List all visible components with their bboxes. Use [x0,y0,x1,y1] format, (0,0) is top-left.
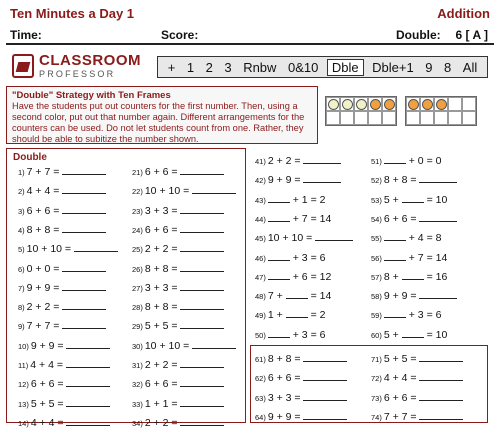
counter-dot [328,99,339,110]
problem [255,353,347,365]
answer-blank[interactable] [180,406,224,407]
intro-heading: "Double" Strategy with Ten Frames [12,90,171,101]
problem [132,320,224,332]
problem-expression: 9 + 9 = [383,290,420,303]
classroom-professor-logo [12,52,147,82]
answer-blank[interactable] [66,425,110,426]
ten-frame-cell [354,97,368,111]
problem-expression: = 10 [423,328,448,341]
problem [132,378,224,390]
ten-frame-cell [382,111,396,125]
problem [18,185,106,197]
problem [371,309,441,321]
problem-number: 49) [255,311,266,321]
logo-word: CLASSROOM [39,52,141,69]
problem [18,166,106,178]
strategy-option[interactable]: Rnbw [243,59,277,75]
problem-number: 13) [18,399,29,409]
problem [255,309,325,321]
ten-frame [325,96,397,126]
problem-expression: 9 + 9 = [267,174,304,187]
problem-number: 50) [255,330,266,340]
problem [132,417,224,429]
answer-blank[interactable] [180,386,224,387]
ten-frame-cell [340,97,354,111]
answer-blank[interactable] [303,361,347,362]
answer-blank[interactable] [180,290,224,291]
problem-number: 25) [132,245,143,255]
answer-blank[interactable] [419,221,457,222]
counter-dot [342,99,353,110]
problem-expression: 9 + 9 = [30,339,67,352]
strategy-option[interactable]: 3 [224,59,232,75]
problem-expression: 8 + 8 = [144,262,181,275]
problem-number: 14) [18,418,29,428]
problem [255,329,325,341]
answer-blank[interactable] [268,202,290,203]
problem [18,340,110,352]
answer-blank[interactable] [303,380,347,381]
strategy-option[interactable]: Dble+1 [372,59,414,75]
problem-expression: + 0 = 0 [405,155,442,167]
counter-dot [356,99,367,110]
problem [255,194,325,206]
answer-blank[interactable] [303,400,347,401]
answer-blank[interactable] [419,298,457,299]
ten-frame-cell [434,97,448,111]
answer-blank[interactable] [66,367,110,368]
answer-blank[interactable] [419,419,463,420]
problem-number: 73) [371,393,382,403]
problem-number: 72) [371,374,382,384]
problem-number: 26) [132,264,143,274]
problem-expression: 6 + 6 = [144,166,181,178]
info-row [6,25,494,45]
worksheet-title: Ten Minutes a Day 1 [10,6,135,21]
problem-expression: 2 + 2 = [144,243,181,256]
strategy-option[interactable]: All [462,59,478,75]
problem-expression: 6 + 6 = [267,372,304,385]
answer-blank[interactable] [303,419,347,420]
problem-expression: 5 + 5 = [30,397,67,410]
problem-expression: 4 + 4 = [383,372,420,385]
strategy-option[interactable]: 1 [186,59,195,75]
problem-number: 44) [255,214,266,224]
answer-blank[interactable] [268,337,290,338]
problem [255,392,347,404]
answer-blank[interactable] [286,298,308,299]
strategy-option[interactable]: 2 [205,59,213,75]
problem [255,271,331,283]
problem-expression: = 2 [307,309,326,322]
problem-number: 74) [371,412,382,422]
ten-frame-cell [434,111,448,125]
answer-blank[interactable] [419,400,463,401]
answer-blank[interactable] [286,317,308,318]
problem-expression: 5 + 5 = [144,320,181,333]
ten-frame-cell [326,111,340,125]
problem-expression: 2 + 2 = [144,416,181,429]
answer-blank[interactable] [384,163,406,164]
answer-blank[interactable] [180,232,224,233]
problem-expression: + 3 = 6 [405,309,442,322]
answer-blank[interactable] [192,348,236,349]
problem-number: 54) [371,214,382,224]
problem-expression: 8 + 8 = [144,301,181,314]
problem [371,353,463,365]
problem [18,205,106,217]
answer-blank[interactable] [66,348,110,349]
answer-blank[interactable] [62,271,106,272]
ten-frame-cell [368,111,382,125]
problem-expression: 5 + 5 = [383,353,420,365]
problem-number: 60) [371,330,382,340]
problem-number: 63) [255,393,266,403]
problem [132,398,224,410]
problem-number: 27) [132,283,143,293]
problem-number: 71) [371,355,382,364]
problem-expression: + 6 = 12 [289,270,332,283]
problem-number: 2) [18,187,25,197]
section-title: Double [13,152,47,163]
problem-expression: 8 + 8 = [26,223,63,236]
problem-number: 34) [132,418,143,428]
problem-number: 48) [255,292,266,302]
answer-blank[interactable] [180,174,224,175]
score-label: Score: [161,28,199,42]
problem-expression: 6 + 6 = [383,212,420,225]
problem-expression: + 1 = 2 [289,193,326,206]
problem [371,271,447,283]
strategy-option[interactable]: Dble [327,59,364,76]
problem-expression: 3 + 3 = [144,204,181,217]
answer-blank[interactable] [62,328,106,329]
answer-blank[interactable] [180,425,224,426]
counter-dot [384,99,395,110]
answer-blank[interactable] [303,182,341,183]
ten-frame-cell [420,111,434,125]
problem-number: 58) [371,292,382,302]
problem [18,224,106,236]
strategy-option[interactable]: + [167,59,176,75]
problem [132,359,224,371]
ten-frame-cell [448,97,462,111]
ten-frame-cell [340,111,354,125]
answer-blank[interactable] [303,163,341,164]
ten-frame-cell [406,111,420,125]
problem [255,411,347,423]
problem-expression: 7 + 7 = [26,320,63,333]
strategy-bar [157,56,488,78]
answer-blank[interactable] [62,193,106,194]
problem-expression: 6 + 6 = [26,204,63,217]
problem [371,155,441,167]
answer-blank[interactable] [402,202,424,203]
problem [371,174,457,186]
problem-number: 56) [371,253,382,263]
problem [132,282,224,294]
problem-expression: 4 + 4 = [26,185,63,198]
problem-number: 9) [18,322,25,332]
problem-number: 47) [255,272,266,282]
problem-number: 46) [255,253,266,263]
problem [18,398,110,410]
problem-expression: + 3 = 6 [289,328,326,341]
ten-frame-cell [382,97,396,111]
ten-frame-cell [462,111,476,125]
answer-blank[interactable] [66,386,110,387]
strategy-option[interactable]: 0&10 [287,59,319,75]
answer-blank[interactable] [66,406,110,407]
answer-blank[interactable] [268,279,290,280]
counter-dot [436,99,447,110]
problem-expression: 6 + 6 = [144,378,181,391]
problem-expression: 5 + [383,193,402,206]
ten-frame-cell [368,97,382,111]
problem-expression: 2 + 2 = [26,301,63,314]
problem-number: 28) [132,303,143,313]
problem [371,232,441,244]
problem-number: 21) [132,168,143,177]
problem-number: 12) [18,380,29,390]
problem-expression: = 14 [307,290,332,303]
ten-frame-cell [406,97,420,111]
problem [371,411,463,423]
answer-blank[interactable] [419,182,457,183]
answer-blank[interactable] [62,290,106,291]
problem-number: 45) [255,234,266,244]
problem-number: 8) [18,303,25,313]
ten-frame-cell [448,111,462,125]
problem [371,329,447,341]
problem-number: 41) [255,157,266,166]
problem-expression: + 7 = 14 [289,212,332,225]
problem-number: 62) [255,374,266,384]
problem-expression: 3 + 3 = [144,281,181,294]
problem-number: 4) [18,225,25,235]
time-label: Time: [10,28,42,42]
problem-number: 30) [132,341,143,351]
answer-blank[interactable] [180,271,224,272]
problem [132,205,224,217]
problem-expression: 10 + 10 = [144,339,193,352]
double-label: Double: [396,28,441,42]
answer-blank[interactable] [62,174,106,175]
answer-blank[interactable] [180,367,224,368]
problem-expression: 6 + 6 = [383,391,420,404]
problem [18,263,106,275]
logo-subword: PROFESSOR [39,69,116,79]
problem [255,213,331,225]
problem [132,301,224,313]
ten-frame-cell [462,97,476,111]
problem-expression: 3 + 3 = [267,391,304,404]
answer-blank[interactable] [62,232,106,233]
problem [371,372,463,384]
worksheet-topic: Addition [437,6,490,21]
answer-blank[interactable] [419,380,463,381]
ten-frame-cell [326,97,340,111]
answer-blank[interactable] [74,251,118,252]
answer-blank[interactable] [180,251,224,252]
counter-dot [408,99,419,110]
problem-number: 32) [132,380,143,390]
problem-number: 31) [132,361,143,370]
answer-blank[interactable] [315,240,353,241]
problem-number: 43) [255,195,266,205]
ten-frame-cell [420,97,434,111]
problem-expression: 8 + 8 = [267,353,304,365]
problem-number: 64) [255,412,266,422]
problem [18,359,110,371]
problem [371,392,463,404]
problem [255,252,325,264]
title-row [6,4,494,22]
answer-blank[interactable] [268,221,290,222]
problem-number: 29) [132,322,143,332]
problem-number: 61) [255,355,266,364]
strategy-option[interactable]: 9 [425,59,433,75]
problem-number: 57) [371,272,382,282]
problem-number: 5) [18,245,25,255]
problem [255,372,347,384]
problem-expression: 9 + 9 = [26,281,63,294]
problem [18,378,110,390]
problem-expression: 7 + 7 = [26,166,63,178]
problem [371,252,447,264]
strategy-intro-box [6,86,318,144]
answer-blank[interactable] [402,279,424,280]
answer-blank[interactable] [180,328,224,329]
problem-number: 33) [132,399,143,409]
answer-blank[interactable] [180,309,224,310]
problem-number: 3) [18,206,25,216]
worksheet-code: 6 [ A ] [455,28,488,42]
problem [371,194,447,206]
problem-expression: 9 + 9 = [267,410,304,423]
answer-blank[interactable] [384,240,406,241]
problem-expression: 0 + 0 = [26,262,63,275]
problem-expression: 5 + [383,328,402,341]
problem [132,243,224,255]
problem [371,290,457,302]
answer-blank[interactable] [384,317,406,318]
problem [255,155,341,167]
answer-blank[interactable] [180,213,224,214]
problem-expression: + 4 = 8 [405,232,442,245]
ten-frame-cell [354,111,368,125]
problem-expression: + 7 = 14 [405,251,448,264]
problem [18,320,106,332]
problem-expression: 8 + [383,270,402,283]
logo-icon [12,54,34,78]
problem [18,243,118,255]
answer-blank[interactable] [62,309,106,310]
problem [132,263,224,275]
problem-expression: 1 + [267,309,286,322]
strategy-option[interactable]: 8 [444,59,452,75]
problem [255,290,331,302]
answer-blank[interactable] [402,337,424,338]
problem-number: 59) [371,311,382,321]
answer-blank[interactable] [62,213,106,214]
problem-expression: 4 + 4 = [30,359,66,371]
problem [255,174,341,186]
problem-expression: 2 + 2 = [267,155,304,167]
problem-expression: 10 + 10 = [144,185,193,198]
problem-number: 23) [132,206,143,216]
problem-expression: 6 + 6 = [144,223,181,236]
problem-number: 1) [18,168,25,177]
problem [132,185,236,197]
problem-number: 42) [255,176,266,186]
problem-number: 10) [18,341,29,351]
problem-expression: = 10 [423,193,448,206]
problem-expression: 10 + 10 = [26,243,74,256]
problem-expression: 2 + 2 = [144,359,181,371]
counter-dot [370,99,381,110]
problem [132,224,224,236]
problem [18,301,106,313]
problem-expression: 7 + 7 = [383,410,420,423]
problem-expression: + 3 = 6 [289,251,326,264]
problem-number: 7) [18,283,25,293]
answer-blank[interactable] [192,193,236,194]
problem-expression: 10 + 10 = [267,232,316,245]
problem-expression: 1 + 1 = [144,397,181,410]
problem-expression: 8 + 8 = [383,174,420,187]
problem-number: 6) [18,264,25,274]
problem-expression: = 16 [423,270,448,283]
problem-expression: 7 + [267,290,286,303]
problem [132,340,236,352]
problem [132,166,224,178]
ten-frames [325,96,477,126]
problem-number: 24) [132,225,143,235]
answer-blank[interactable] [384,260,406,261]
problem-expression: 6 + 6 = [30,378,67,391]
answer-blank[interactable] [419,361,463,362]
problem [371,213,457,225]
counter-dot [422,99,433,110]
problem-expression: 4 + 4 = [30,416,67,429]
problem-number: 55) [371,234,382,244]
problem-number: 11) [18,361,29,370]
problem [18,417,110,429]
problem-number: 52) [371,176,382,186]
problem [255,232,353,244]
problem-number: 53) [371,195,382,205]
intro-text: Have the students put out counters for the first number. Then, using a second color, put out that number again. Different arrangements for the counters can be used. Do not let students count from one. Rather, they should be able to subitize the number shown. [12,101,305,144]
problem-number: 51) [371,157,382,166]
answer-blank[interactable] [268,260,290,261]
ten-frame [405,96,477,126]
problem [18,282,106,294]
problem-number: 22) [132,187,143,197]
